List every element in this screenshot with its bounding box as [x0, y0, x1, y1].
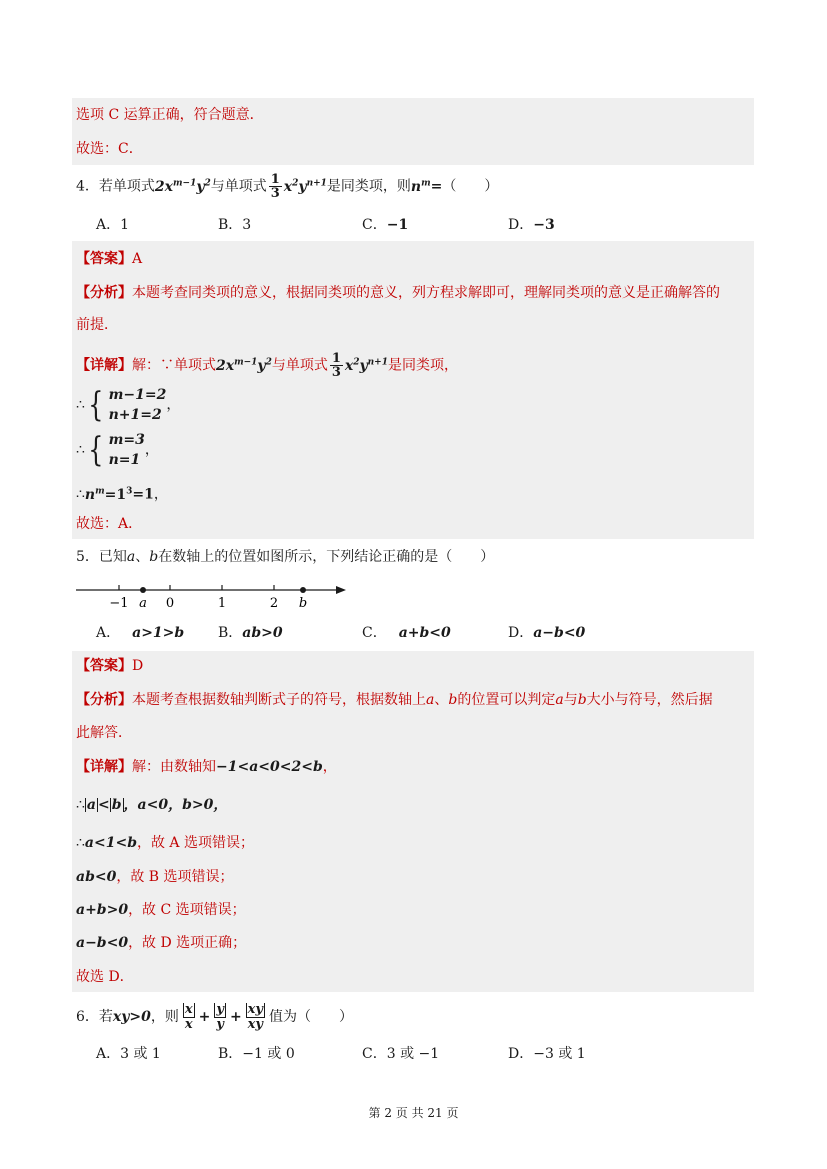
q5-detail-abs: ∴ a < b ，a<0，b>0，: [76, 797, 228, 813]
q5-analysis-cont: 此解答．: [76, 725, 132, 741]
q5-analysis: 【分析】本题考查根据数轴判断式子的符号，根据数轴上a、b的位置可以判定a与b大小与符号，然后据: [76, 692, 713, 708]
q5-option-c: C． a+b<0: [362, 625, 451, 641]
q5-detail-b: ab<0，故 B 选项错误；: [76, 869, 234, 885]
q3-solution-line: 选项 C 运算正确，符合题意．: [76, 107, 264, 123]
q6-option-a: A．3 或 1: [96, 1046, 161, 1062]
q4-analysis-cont: 前提．: [76, 317, 118, 333]
q4-option-b: B．3: [218, 217, 252, 233]
tick-label-1: 1: [217, 596, 227, 611]
q6-option-b: B．−1 或 0: [218, 1046, 295, 1062]
q6-option-d: D．−3 或 1: [508, 1046, 586, 1062]
fraction-abs-xy: $\frac{xy}{xy}$: [247, 1002, 263, 1032]
q5-option-d: D．a−b<0: [508, 625, 586, 641]
tick-label-neg1: −1: [109, 596, 129, 611]
q4-analysis: 【分析】本题考查同类项的意义，根据同类项的意义，列方程求解即可，理解同类项的意义是正确解答的: [76, 285, 720, 301]
q5-answer: 【答案】D: [76, 658, 144, 674]
fraction-one-third: $\frac{1}{3}$: [270, 172, 280, 202]
question-6-stem: 6．若xy>0，则 $\frac{x}{x}$ + $\frac{y}{y}$ + $\frac{xy}{xy}$ 值为（ ）: [76, 1002, 353, 1032]
q5-option-b: B．ab>0: [218, 625, 283, 641]
q3-final-answer: 故选：C．: [76, 141, 143, 157]
q4-option-c: C．−1: [362, 217, 409, 233]
point-b-label: b: [298, 596, 308, 611]
fraction-abs-y: $\frac{y}{y}$: [216, 1002, 224, 1032]
fraction-abs-x: $\frac{x}{x}$: [184, 1002, 193, 1032]
q5-final-answer: 故选 D．: [76, 969, 134, 985]
q5-detail-a: ∴a<1<b，故 A 选项错误；: [76, 835, 254, 851]
q5-detail-d: a−b<0，故 D 选项正确；: [76, 935, 247, 951]
point-a-label: a: [139, 596, 147, 611]
page-footer: 第 2 页 共 21 页: [368, 1106, 459, 1120]
q4-final-answer: 故选：A．: [76, 516, 143, 532]
q4-option-d: D．−3: [508, 217, 555, 233]
q5-detail-c: a+b>0，故 C 选项错误；: [76, 902, 246, 918]
tick-label-2: 2: [269, 596, 279, 611]
question-5-stem: 5．已知a、b在数轴上的位置如图所示，下列结论正确的是（ ）: [76, 549, 495, 565]
q4-detail: 【详解】解：∵单项式$2x^{m-1}y^2$与单项式 $\frac{1}{3}$ $x^2y^{n+1}$是同类项，: [76, 351, 458, 381]
point-b-dot: [300, 587, 306, 593]
q5-option-a: A． a>1>b: [96, 625, 185, 641]
question-4-stem: 4．若单项式$2x^{m-1}y^2$与单项式 $\frac{1}{3}$ $x^2y^{n+1}$是同类项，则$n^m=$（ ）: [76, 172, 499, 202]
q6-option-c: C．3 或 −1: [362, 1046, 440, 1062]
q4-system-1: ∴ { m−1=2 n+1=2 ，: [76, 385, 181, 425]
q4-option-a: A．1: [96, 217, 130, 233]
q4-result: $\therefore n^m=1^3=1$，: [76, 486, 168, 503]
q4-system-2: ∴ { m=3 n=1 ，: [76, 430, 159, 470]
point-a-dot: [140, 587, 146, 593]
tick-label-0: 0: [165, 596, 175, 611]
q4-answer: 【答案】A: [76, 251, 143, 267]
number-line-figure: [74, 580, 354, 612]
q5-detail: 【详解】解：由数轴知−1<a<0<2<b，: [76, 759, 337, 775]
